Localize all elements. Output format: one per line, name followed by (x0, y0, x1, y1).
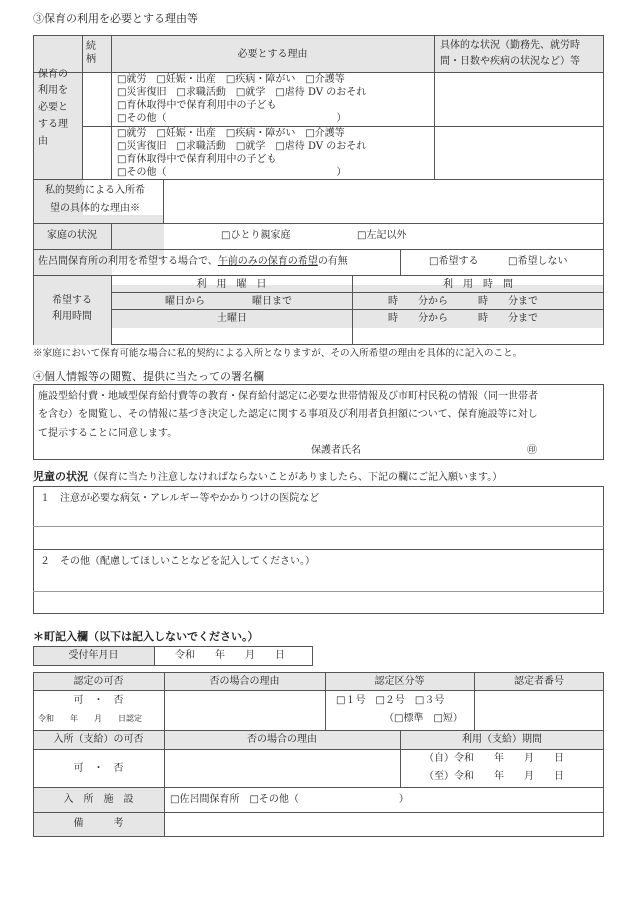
class-time: （□標準 □短） (384, 713, 463, 724)
saturday: 土曜日 (217, 313, 247, 324)
period-to: （至）令和 年 月 日 (424, 771, 564, 782)
reason-options-l2[interactable]: □災害復旧 □求職活動 □就学 □虐待 DV のおそれ (117, 87, 367, 98)
hours-header: 利 用 時 間 (443, 279, 513, 290)
col-relation-l2: 柄 (86, 54, 96, 65)
h-number: 認定者番号 (514, 676, 564, 687)
h-admit: 入所（支給）の可否 (53, 734, 144, 745)
time-row-2: 時 分から 時 分まで (388, 313, 538, 324)
reason-options-l1[interactable]: □就労 □妊娠・出産 □疾病・障がい □介護等 (117, 128, 345, 139)
col-situation-l2: 間・日数や疾病の状況など）等 (440, 56, 580, 67)
h-reason: 否の場合の理由 (209, 676, 280, 687)
consent-text-l1: 施設型給付費・地域型保育給付費等の教育・保育給付認定に必要な世帯情報及び市町村民税の情報（同一世帯者 (38, 391, 538, 402)
class-options: □１号 □２号 □３号 (336, 695, 445, 706)
reason-options-l4[interactable]: □その他（ ） (117, 167, 347, 178)
town-section-title: ＊町記入欄（以下は記入しないでください。） (33, 630, 259, 643)
rowlabel-1: 保育の (38, 69, 68, 80)
cert-date: 令和 年 月 日認定 (38, 714, 142, 723)
day-from: 曜日から (165, 296, 205, 307)
period-from: （自）令和 年 月 日 (424, 753, 564, 764)
col-situation-l1: 具体的な状況（勤務先、就労時 (440, 40, 580, 51)
reason-options-l3[interactable]: □育休取得中で保育利用中の子ども (117, 154, 277, 165)
time-row-1: 時 分から 時 分まで (388, 296, 538, 307)
h-cert: 認定の可否 (73, 676, 124, 687)
seal-mark: ㊞ (527, 445, 537, 456)
h-class: 認定区分等 (374, 676, 425, 687)
child-item-1: １ 注意が必要な病気・アレルギー等やかかりつけの医院など (40, 493, 320, 504)
guardian-label: 保護者氏名 (311, 445, 361, 456)
facility-label: 入 所 施 設 (63, 794, 134, 805)
days-header: 利 用 曜 日 (196, 279, 267, 290)
h-period: 利用（支給）期間 (462, 734, 542, 745)
col-reason-header: 必要とする理由 (237, 49, 308, 60)
child-item-2: ２ その他（配慮してほしいことなどを記入してください。） (40, 556, 315, 567)
morning-no-checkbox[interactable]: □希望しない (508, 256, 568, 267)
family-option-single[interactable]: □ひとり親家庭 (221, 230, 291, 241)
rowlabel-2: 利用を (38, 85, 68, 96)
morning-question: 佐呂間保育所の利用を希望する場合で、午前のみの保育の希望の有無 (38, 256, 348, 267)
rowlabel-4: する理 (38, 119, 68, 130)
section3-note: ※家庭において保育可能な場合に私的契約による入所となりますが、その入所希望の理由を具体的に記入のこと。 (33, 348, 523, 359)
section4-title: ④個人情報等の閲覧、提供に当たっての署名欄 (33, 370, 264, 383)
admit-kahi: 可 ・ 否 (73, 763, 124, 774)
reason-options-l4[interactable]: □その他（ ） (117, 113, 347, 124)
family-option-other[interactable]: □左記以外 (357, 230, 407, 241)
time-label-l1: 希望する (52, 295, 92, 306)
family-label: 家庭の状況 (47, 230, 97, 241)
reason-options-l3[interactable]: □育休取得中で保育利用中の子ども (117, 100, 277, 111)
received-label: 受付年月日 (68, 650, 119, 661)
facility-value: □佐呂間保育所 □その他（ ） (170, 794, 409, 805)
time-label-l2: 利用時間 (52, 311, 92, 322)
child-status-heading: 児童の状況（保育に当たり注意しなければならないことがありましたら、下記の欄にご記入願います。） (33, 470, 503, 483)
morning-yes-checkbox[interactable]: □希望する (429, 256, 479, 267)
h-reason2: 否の場合の理由 (247, 734, 317, 745)
child-status-box (33, 486, 604, 614)
rowlabel-5: 由 (38, 136, 48, 147)
rowlabel-3: 必要と (38, 102, 68, 113)
reason-options-l2[interactable]: □災害復旧 □求職活動 □就学 □虐待 DV のおそれ (117, 141, 367, 152)
consent-text-l3: て提示することに同意します。 (38, 428, 178, 439)
received-value: 令和 年 月 日 (175, 650, 285, 661)
day-to: 曜日まで (252, 296, 292, 307)
section3-title: ③保育の利用を必要とする理由等 (33, 12, 198, 25)
col-relation-l1: 続 (86, 41, 96, 52)
private-reason-label-l2: 望の具体的な理由※ (50, 203, 140, 214)
reason-options-l1[interactable]: □就労 □妊娠・出産 □疾病・障がい □介護等 (117, 74, 345, 85)
consent-text-l2: を含む）を閲覧し、その情報に基づき決定した認定に関する事項及び利用者負担額について、保育施設等に対し (38, 409, 538, 420)
cert-kahi: 可 ・ 否 (73, 695, 124, 706)
remarks-label: 備 考 (73, 818, 124, 829)
private-reason-label-l1: 私的契約による入所希 (45, 185, 145, 196)
